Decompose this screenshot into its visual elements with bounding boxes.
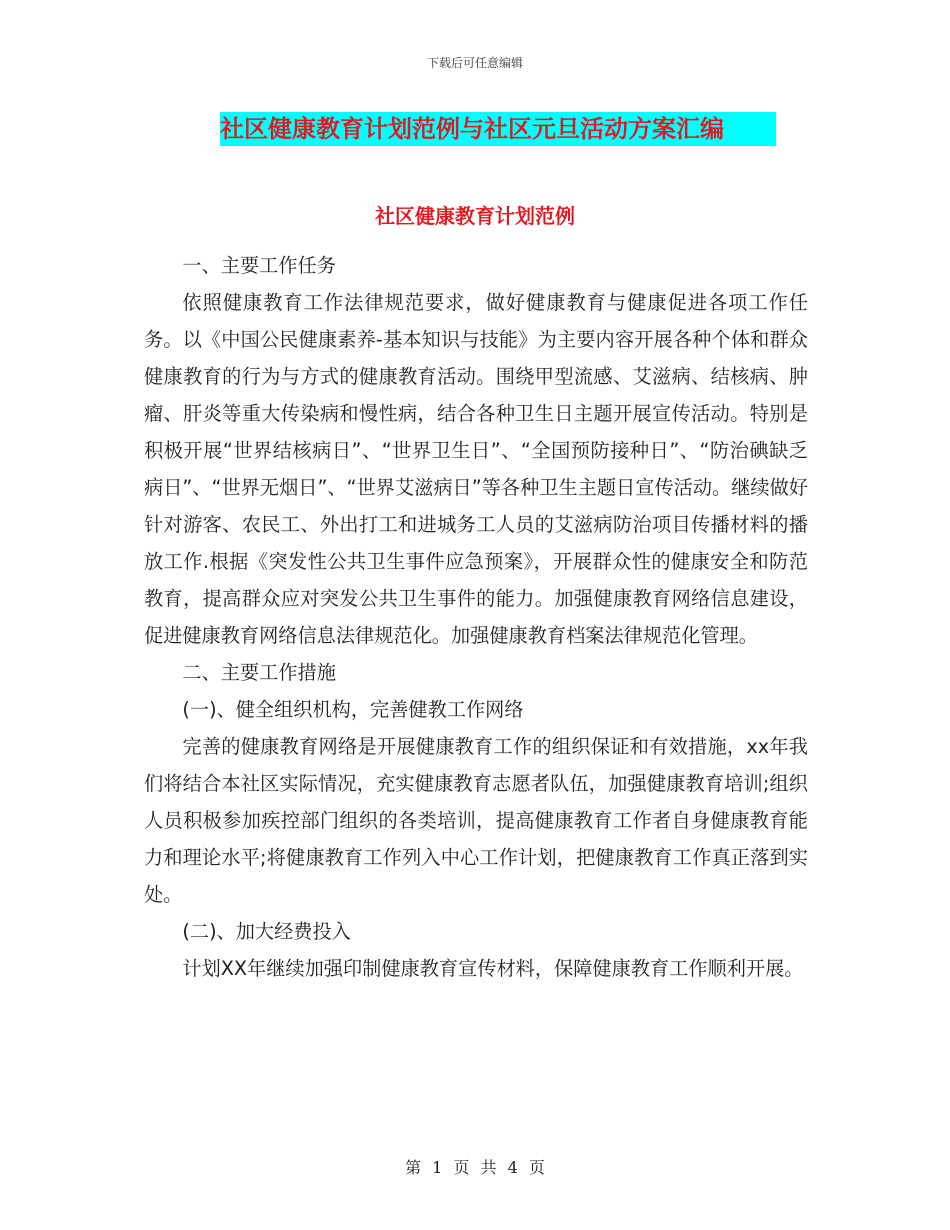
heading-main-tasks: 一、主要工作任务 <box>182 254 336 277</box>
paragraph-funding: 计划XX年继续加强印制健康教育宣传材料，保障健康教育工作顺利开展。 <box>182 957 804 980</box>
header-note: 下载后可任意编辑 <box>426 56 523 70</box>
heading-main-measures: 二、主要工作措施 <box>182 661 336 684</box>
paragraph-main-tasks: 依照健康教育工作法律规范要求，做好健康教育与健康促进各项工作任务。以《中国公民健康素养-基本知识与技能》为主要内容开展各种个体和群众健康教育的行为与方式的健康教育活动。围绕甲型流感、艾滋病、结核病、肿瘤、肝炎等重大传染病和慢性病，结合各种卫生日主题开展宣传活动。特别是积极开展“世界结核病日”、“世界卫生日”、“全国预防接种日”、“防治碘缺乏病日”、“世界无烟日”、“世界艾滋病日”等各种卫生主题日宣传活动。继续做好针对游客、农民工、外出打工和进城务工人员的艾滋病防治项目传播材料的播放工作.根据《突发性公共卫生事件应急预案》，开展群众性的健康安全和防范教育，提高群众应对突发公共卫生事件的能力。加强健康教育网络信息建设，促进健康教育网络信息法律规范化。加强健康教育档案法律规范化管理。 <box>144 291 808 647</box>
page-footer: 第 1 页 共 4 页 <box>405 1158 545 1177</box>
document-title: 社区健康教育计划范例与社区元旦活动方案汇编 <box>220 112 776 146</box>
subheading-funding: (二)、加大经费投入 <box>182 920 351 943</box>
paragraph-organization: 完善的健康教育网络是开展健康教育工作的组织保证和有效措施，xx年我们将结合本社区实际情况，充实健康教育志愿者队伍，加强健康教育培训;组织人员积极参加疾控部门组织的各类培训，提高健康教育工作者自身健康教育能力和理论水平;将健康教育工作列入中心工作计划，把健康教育工作真正落到实处。 <box>144 735 808 906</box>
subheading-organization: (一)、健全组织机构，完善健教工作网络 <box>182 698 524 721</box>
section-title: 社区健康教育计划范例 <box>375 204 575 228</box>
document-body <box>144 247 808 987</box>
